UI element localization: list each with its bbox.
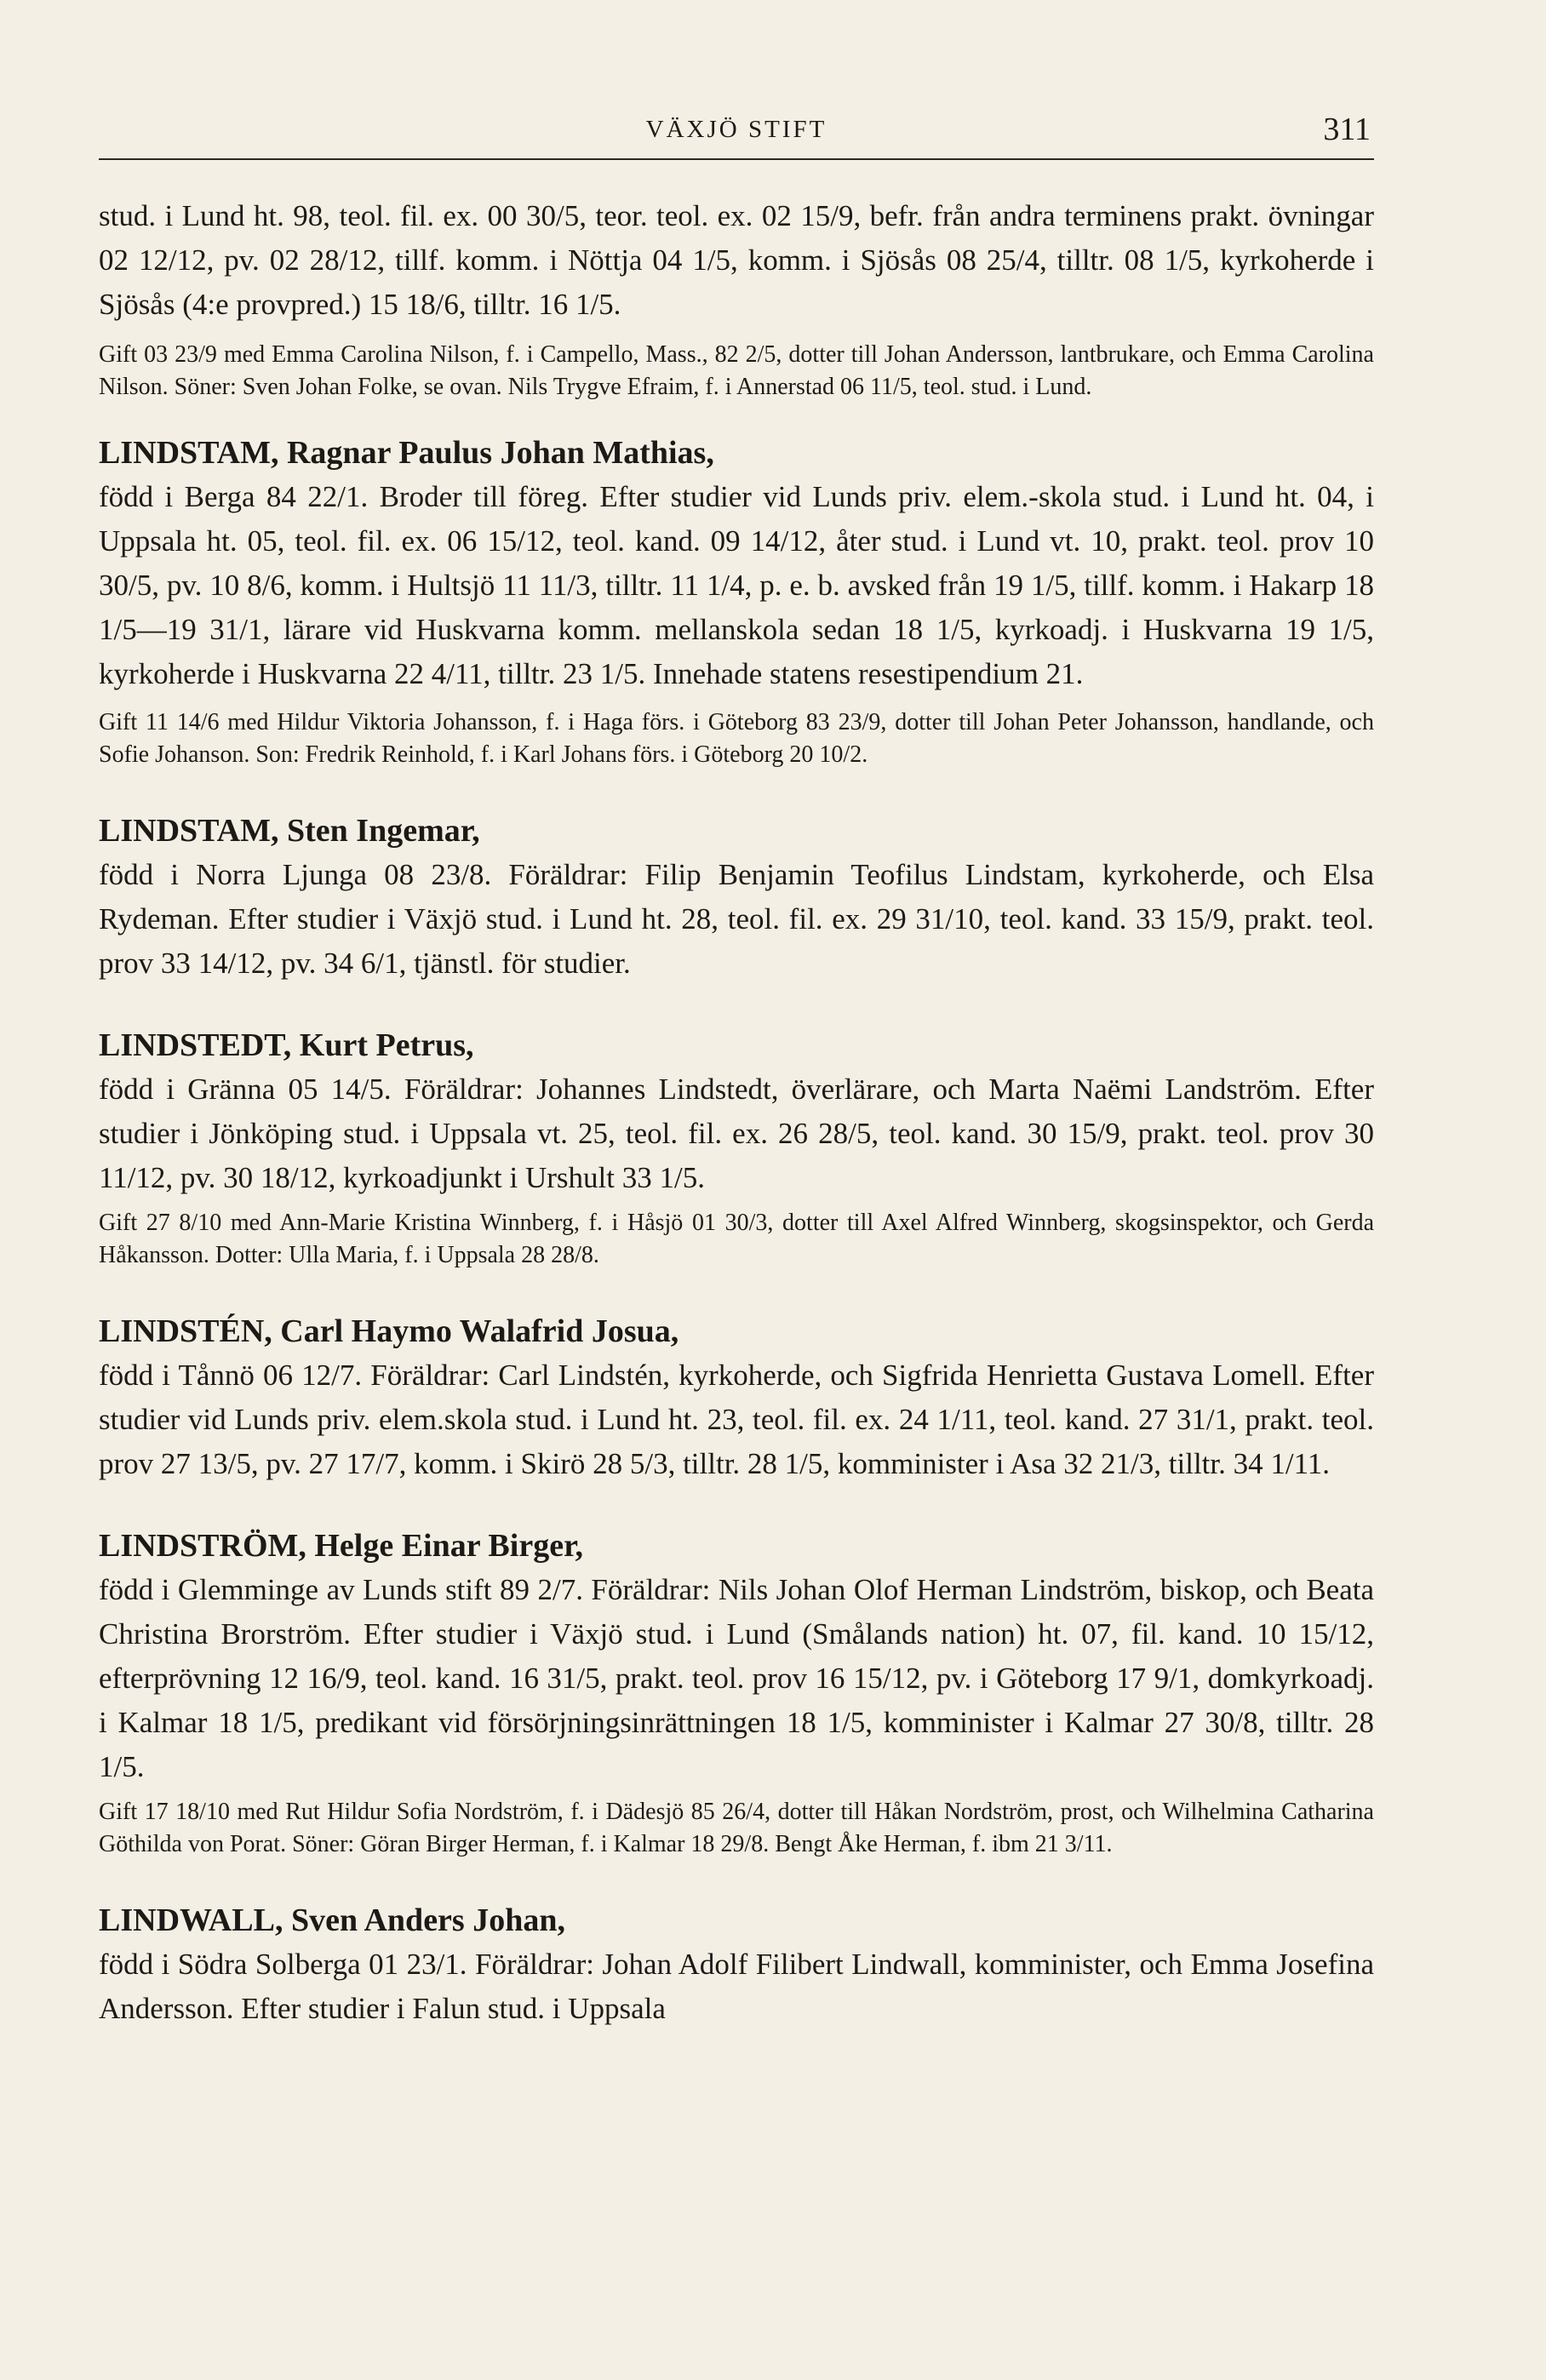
entry-name: LINDWALL, Sven Anders Johan, [99, 1902, 565, 1938]
entry-name: LINDSTRÖM, Helge Einar Birger, [99, 1528, 583, 1564]
header-title: VÄXJÖ STIFT [645, 116, 827, 143]
entry-family: Gift 11 14/6 med Hildur Viktoria Johansson, f. i Haga förs. i Göteborg 83 23/9, dotter till Johan Peter Johansson, handlande, och Sofie Johanson. Son: Fredrik Reinhold, f. i Karl Johans förs. i Göteborg 20 10/2. [99, 709, 1374, 768]
entry-text: född i Tånnö 06 12/7. Föräldrar: Carl Lindstén, kyrkoherde, och Sigfrida Henrietta Gustava Lomell. Efter studier vid Lunds priv. elem.skola stud. i Lund ht. 23, teol. fil. ex. 24 1/11, teol. kand. 27 31/1, prakt. teol. prov 27 13/5, pv. 27 17/7, komm. i Skirö 28 5/3, tilltr. 28 1/5, komminister i Asa 32 21/3, tilltr. 34 1/11. [99, 1359, 1374, 1480]
entry-name: LINDSTAM, Sten Ingemar, [99, 813, 480, 849]
running-header [99, 100, 1374, 160]
entry-text: född i Gränna 05 14/5. Föräldrar: Johannes Lindstedt, överlärare, och Marta Naëmi Landström. Efter studier i Jönköping stud. i Uppsala vt. 25, teol. fil. ex. 26 28/5, teol. kand. 30 15/9, prakt. teol. prov 30 11/12, pv. 30 18/12, kyrkoadjunkt i Urshult 33 1/5. [99, 1073, 1374, 1194]
entry-text: född i Norra Ljunga 08 23/8. Föräldrar: Filip Benjamin Teofilus Lindstam, kyrkoherde, och Elsa Rydeman. Efter studier i Växjö stud. i Lund ht. 28, teol. fil. ex. 29 31/10, teol. kand. 33 15/9, prakt. teol. prov 33 14/12, pv. 34 6/1, tjänstl. för studier. [99, 858, 1374, 980]
entry-text: född i Glemminge av Lunds stift 89 2/7. Föräldrar: Nils Johan Olof Herman Lindström, biskop, och Beata Christina Brorström. Efter studier i Växjö stud. i Lund (Smålands nation) ht. 07, fil. kand. 10 15/12, efterprövning 12 16/9, teol. kand. 16 31/5, prakt. teol. prov 16 15/12, pv. i Göteborg 17 9/1, domkyrkoadj. i Kalmar 18 1/5, predikant vid försörjningsinrättningen 18 1/5, komminister i Kalmar 27 30/8, tilltr. 28 1/5. [99, 1573, 1374, 1783]
entry-lindstam-ragnar [99, 431, 1374, 771]
entry-name: LINDSTAM, Ragnar Paulus Johan Mathias, [99, 435, 714, 471]
entry-lindstedt-kurt [99, 1023, 1374, 1272]
intro-entry [99, 194, 1374, 403]
entry-family: Gift 17 18/10 med Rut Hildur Sofia Nordström, f. i Dädesjö 85 26/4, dotter till Håkan Nordström, prost, och Wilhelmina Catharina Göthilda von Porat. Söner: Göran Birger Herman, f. i Kalmar 18 29/8. Bengt Åke Herman, f. ibm 21 3/11. [99, 1799, 1374, 1857]
entry-family: Gift 27 8/10 med Ann-Marie Kristina Winnberg, f. i Håsjö 01 30/3, dotter till Axel Alfred Winnberg, skogsinspektor, och Gerda Håkansson. Dotter: Ulla Maria, f. i Uppsala 28 28/8. [99, 1210, 1374, 1268]
text-column [99, 194, 1374, 2068]
entry-name: LINDSTEDT, Kurt Petrus, [99, 1027, 474, 1063]
entry-name: LINDSTÉN, Carl Haymo Walafrid Josua, [99, 1313, 679, 1349]
entry-lindstam-sten [99, 809, 1374, 986]
entry-lindwall-sven [99, 1898, 1374, 2031]
entry-text: född i Södra Solberga 01 23/1. Föräldrar: Johan Adolf Filibert Lindwall, komminister, och Emma Josefina Andersson. Efter studier i Falun stud. i Uppsala [99, 1948, 1374, 2025]
page-number: 311 [1323, 112, 1371, 147]
entry-lindstrom-helge [99, 1524, 1374, 1861]
entry-text: född i Berga 84 22/1. Broder till föreg. Efter studier vid Lunds priv. elem.-skola stud. i Lund ht. 04, i Uppsala ht. 05, teol. fil. ex. 06 15/12, teol. kand. 09 14/12, åter stud. i Lund vt. 10, prakt. teol. prov 10 30/5, pv. 10 8/6, komm. i Hultsjö 11 11/3, tilltr. 11 1/4, p. e. b. avsked från 19 1/5, tillf. komm. i Hakarp 18 1/5—19 31/1, lärare vid Huskvarna komm. mellanskola sedan 18 1/5, kyrkoadj. i Huskvarna 19 1/5, kyrkoherde i Huskvarna 22 4/11, tilltr. 23 1/5. Innehade statens resestipendium 21. [99, 480, 1374, 690]
entry-lindsten-carl [99, 1309, 1374, 1486]
intro-family: Gift 03 23/9 med Emma Carolina Nilson, f. i Campello, Mass., 82 2/5, dotter till Johan Andersson, lantbrukare, och Emma Carolina Nilson. Söner: Sven Johan Folke, se ovan. Nils Trygve Efraim, f. i Annerstad 06 11/5, teol. stud. i Lund. [99, 341, 1374, 400]
intro-text: stud. i Lund ht. 98, teol. fil. ex. 00 30/5, teor. teol. ex. 02 15/9, befr. från andra terminens prakt. övningar 02 12/12, pv. 02 28/12, tillf. komm. i Nöttja 04 1/5, komm. i Sjösås 08 25/4, tilltr. 08 1/5, kyrkoherde i Sjösås (4:e provpred.) 15 18/6, tilltr. 16 1/5. [99, 199, 1374, 321]
